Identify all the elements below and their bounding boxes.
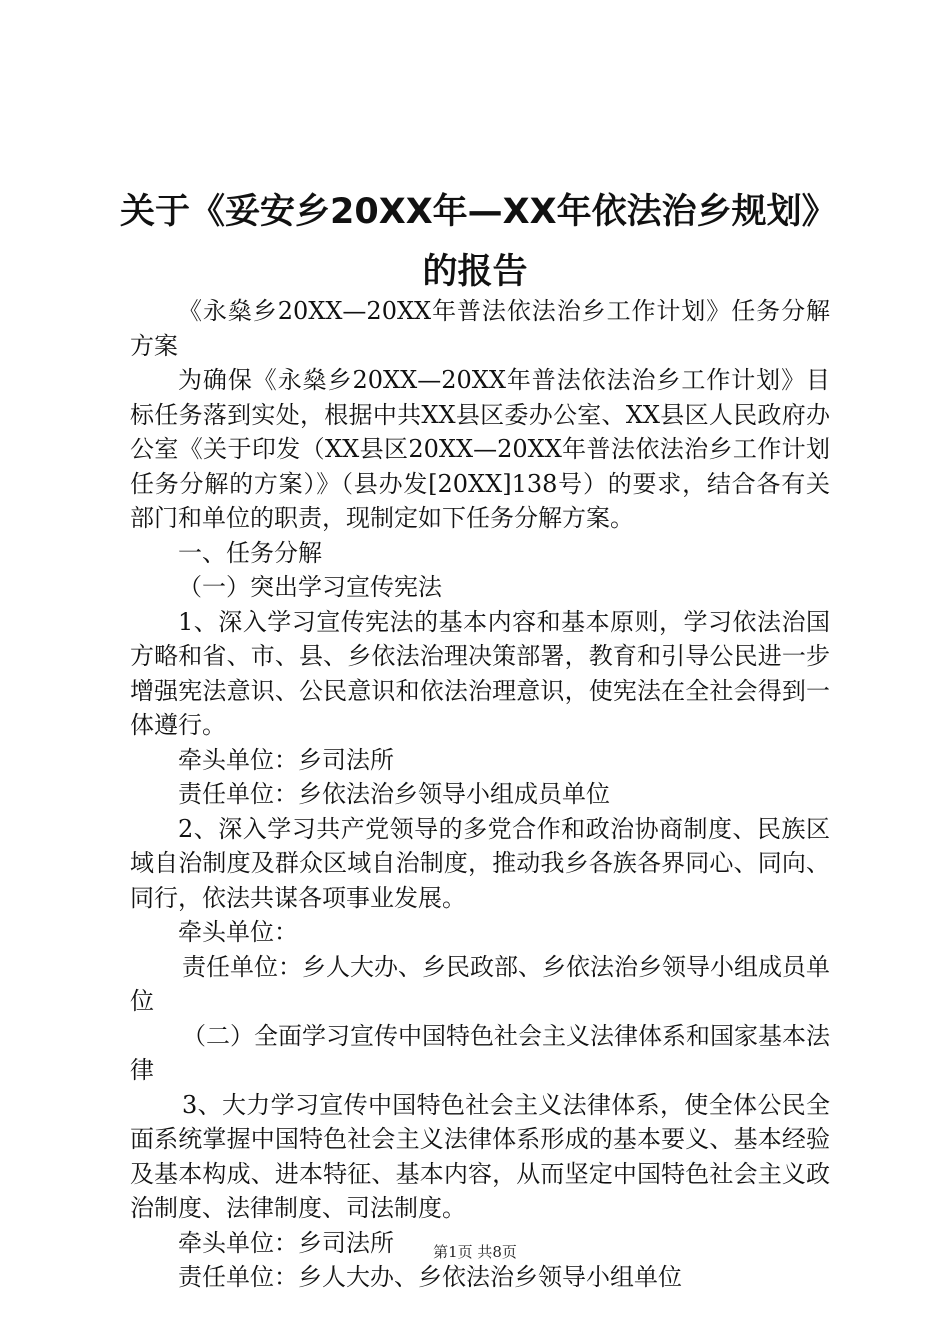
responsible-unit: 责任单位：乡依法治乡领导小组成员单位 (178, 780, 610, 808)
document-body (130, 294, 830, 1295)
responsible-unit: 责任单位：乡人大办、乡依法治乡领导小组单位 (178, 1263, 682, 1291)
paragraph-plan-title: 《永燊乡20XX—20XX年普法依法治乡工作计划》任务分解方案 (130, 297, 830, 360)
lead-unit: 牵头单位：乡司法所 (178, 745, 394, 774)
subsection-heading: （二）全面学习宣传中国特色社会主义法律体系和国家基本法律 (130, 1021, 830, 1084)
subsection-heading: （一）突出学习宣传宪法 (178, 573, 442, 601)
title-line-1: 关于《妥安乡20XX年—XX年依法治乡规划》 (120, 192, 837, 232)
paragraph-intro: 为确保《永燊乡20XX—20XX年普法依法治乡工作计划》目标任务落到实处，根据中共XX县区委办公室、XX县区人民政府办公室《关于印发（XX县区20XX—20XX年普法依法治乡工作计划任务分解的方案）》（县办发[20XX]138号）的要求，结合各有关部门和单位的职责，现制定如下任务分解方案。 (130, 366, 830, 532)
page-footer: 第1页 共8页 (433, 1243, 517, 1261)
responsible-unit: 责任单位：乡人大办、乡民政部、乡依法治乡领导小组成员单位 (130, 952, 830, 1015)
lead-unit: 牵头单位：乡司法所 (178, 1228, 394, 1257)
task-item-1: 1、深入学习宣传宪法的基本内容和基本原则，学习依法治国方略和省、市、县、乡依法治理决策部署，教育和引导公民进一步增强宪法意识、公民意识和依法治理意识，使宪法在全社会得到一体遵行。 (130, 607, 830, 739)
section-heading: 一、任务分解 (178, 538, 322, 567)
document-title (120, 182, 837, 302)
lead-unit: 牵头单位： (178, 918, 298, 946)
task-item-3: 3、大力学习宣传中国特色社会主义法律体系，使全体公民全面系统掌握中国特色社会主义法律体系形成的基本要义、基本经验及基本构成、进本特征、基本内容，从而坚定中国特色社会主义政治制度、法律制度、司法制度。 (130, 1090, 830, 1222)
title-line-2: 的报告 (422, 252, 528, 292)
task-item-2: 2、深入学习共产党领导的多党合作和政治协商制度、民族区域自治制度及群众区域自治制度，推动我乡各族各界同心、同向、同行，依法共谋各项事业发展。 (130, 814, 830, 912)
